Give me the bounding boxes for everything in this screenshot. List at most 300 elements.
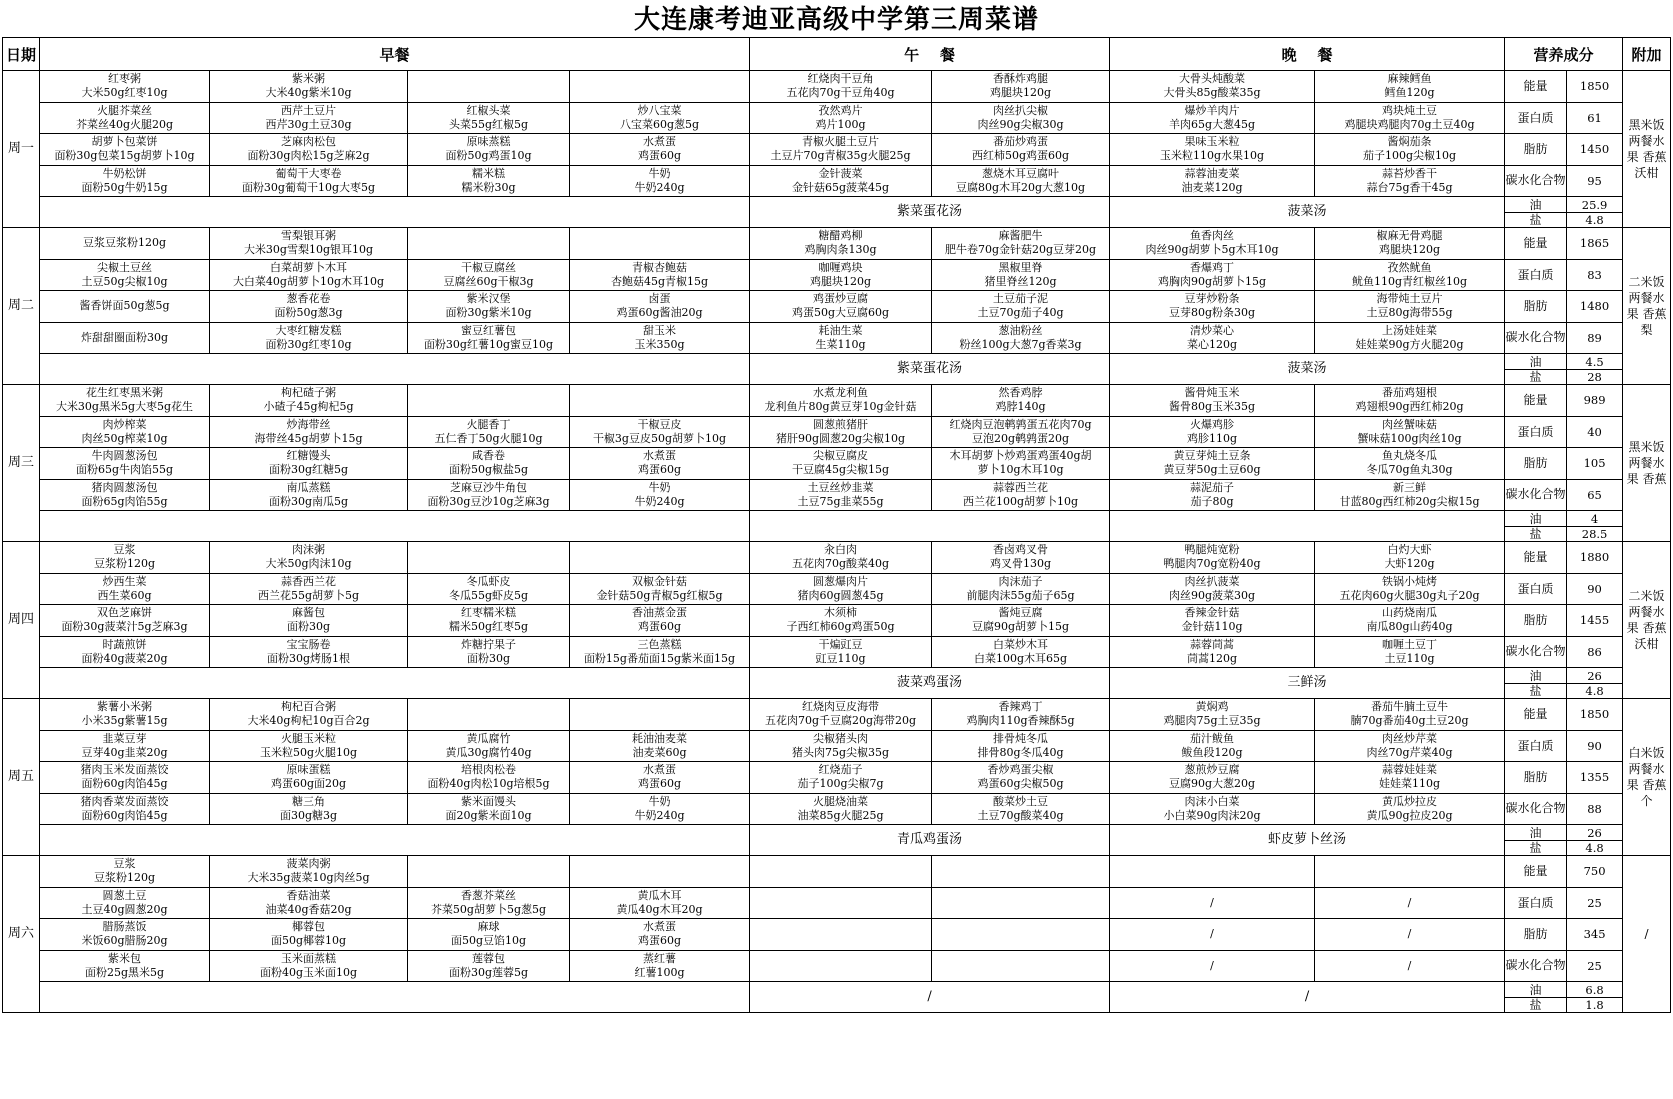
dish-ingredients: 蟹味菇100g肉丝10g [1357,431,1462,445]
dish-ingredients: 面粉40g玉米面10g [259,965,358,979]
dish-ingredients: 牛奶240g [634,808,685,822]
dish-cell [570,165,750,197]
dish-cell [932,479,1110,511]
day-label: 周一 [3,71,40,228]
dish-name: 芝麻肉松包 [281,135,336,149]
dish-cell [570,887,750,919]
dish-name: 蒜蓉茼蒿 [1190,637,1235,651]
dish-ingredients: 鸡蛋60g [637,934,682,948]
dish-name: 麻球 [477,920,500,934]
dish-ingredients: 面粉30g肉松15g芝麻2g [247,149,370,163]
dish-cell [932,573,1110,605]
menu-row [3,228,1671,260]
dish-name: 肉沫小白菜 [1184,794,1240,808]
nutrition-label: 脂肪 [1505,762,1567,794]
dish-cell [1110,134,1315,166]
dish-name: 原味蛋糕 [286,763,331,777]
dish-name: 韭菜豆芽 [102,731,147,745]
dish-name: 白菜胡萝卜木耳 [270,260,347,274]
dish-cell [210,385,408,417]
dish-ingredients: 海带丝45g胡萝卜15g [254,431,363,445]
menu-row [3,259,1671,291]
soup-row [3,197,1671,213]
dish-cell [210,416,408,448]
extra-cell: 白米饭 两餐水果 香蕉 个 [1623,699,1671,856]
nutrition-label: 碳水化合物 [1505,950,1567,982]
dish-ingredients: 面粉40g菠菜20g [81,651,168,665]
dish-name: 孜然鸡片 [818,103,863,117]
dish-ingredients: 黄瓜90g拉皮20g [1366,808,1453,822]
dish-name: / [1407,927,1412,941]
nutrition-value: 750 [1567,856,1623,888]
dish-cell [570,71,750,103]
dish-ingredients: 面粉30g [466,651,511,665]
dish-name: 糖醋鸡柳 [818,229,863,243]
dish-cell [1110,71,1315,103]
dish-cell [40,448,210,480]
dish-name: 黄瓜腐竹 [466,731,511,745]
dish-cell [750,322,932,354]
dish-ingredients: 鱿鱼110g青红椒丝10g [1352,274,1468,288]
dish-ingredients: 豇豆110g [815,651,866,665]
oil-value: 26 [1567,825,1623,841]
dish-cell [570,448,750,480]
dish-name: 葱香花卷 [286,292,331,306]
dish-cell [210,636,408,668]
dish-cell [932,950,1110,982]
header-row [3,38,1671,71]
dish-name: 黄豆芽炖土豆条 [1173,449,1251,463]
dish-name: 耗油油麦菜 [632,731,687,745]
extra-cell: 黑米饭 两餐水果 香蕉 [1623,385,1671,542]
dish-ingredients: 猪里脊丝120g [984,274,1057,288]
dish-cell [1110,605,1315,637]
dish-cell [570,919,750,951]
menu-row [3,165,1671,197]
dish-name: 肉丝炒芹菜 [1382,731,1438,745]
dish-name: 水煮蛋 [643,449,676,463]
nutrition-value: 1850 [1567,71,1623,103]
dish-name: 双椒金针菇 [632,574,687,588]
dish-cell [1315,636,1505,668]
dish-cell [1315,887,1505,919]
dish-name: 肉炒榨菜 [102,417,147,431]
dish-cell [932,605,1110,637]
menu-row [3,385,1671,417]
dish-name: 麻辣鳕鱼 [1387,72,1432,86]
nutrition-label: 能量 [1505,385,1567,417]
dish-name: 椰蓉包 [292,920,325,934]
dish-cell [408,793,570,825]
dish-cell [40,919,210,951]
dish-ingredients: 鲅鱼段120g [1181,745,1243,759]
dish-name: 汆白肉 [824,543,858,557]
dish-ingredients: 油菜40g香菇20g [265,902,352,916]
dish-ingredients: 鸡蛋50g大豆腐60g [791,306,890,320]
dish-ingredients: 豆腐80g木耳20g大葱10g [955,180,1086,194]
dish-name: 红枣粥 [108,72,141,86]
dish-ingredients: 面50g椰蓉10g [270,934,347,948]
dish-ingredients: 猪头肉75g尖椒35g [791,745,890,759]
dish-name: 豆芽炒粉条 [1184,292,1240,306]
dish-cell [40,605,210,637]
dish-name: 孜然鱿鱼 [1387,260,1432,274]
dish-cell [570,856,750,888]
nutrition-label: 碳水化合物 [1505,322,1567,354]
dish-ingredients: 面50g豆馅10g [450,934,527,948]
lunch-soup: / [750,982,1110,1013]
dish-ingredients: 面粉50g牛奶15g [81,180,168,194]
dish-cell [1315,919,1505,951]
dish-ingredients: 茄子100g尖椒10g [1363,149,1457,163]
dish-name: 甜玉米 [643,323,676,337]
dish-ingredients: 土豆75g韭菜55g [797,494,884,508]
dish-ingredients: 猪肝90g圆葱20g尖椒10g [775,431,906,445]
dish-ingredients: 米饭60g腊肠20g [81,934,168,948]
dish-cell [932,887,1110,919]
dish-name: 香菇油菜 [286,888,331,902]
dish-ingredients: 冬瓜55g虾皮5g [448,588,529,602]
nutrition-value: 83 [1567,259,1623,291]
dish-name: 牛奶 [648,166,671,180]
dish-ingredients: 鸡蛋60g面20g [270,777,347,791]
lunch-soup: 紫菜蛋花汤 [750,354,1110,385]
dish-ingredients: 鸡蛋60g [637,463,682,477]
dish-cell [932,259,1110,291]
extra-header: 附加 [1623,38,1671,71]
dish-cell [932,762,1110,794]
dish-cell [40,762,210,794]
dish-cell [570,228,750,260]
dish-cell [210,919,408,951]
dish-cell [1110,699,1315,731]
dish-ingredients: 五花肉60g火腿30g丸子20g [1339,588,1480,602]
dish-name: / [1210,927,1214,941]
dish-cell [1315,165,1505,197]
dish-cell [40,887,210,919]
dish-cell [210,448,408,480]
dish-cell [210,228,408,260]
dish-name: 蜜豆红薯包 [461,323,516,337]
breakfast-blank [40,668,750,699]
nutrition-value: 95 [1567,165,1623,197]
dish-cell [932,134,1110,166]
dish-ingredients: 黄瓜40g木耳20g [616,902,703,916]
nutrition-value: 90 [1567,730,1623,762]
dish-ingredients: 豆腐90g大葱20g [1168,777,1256,791]
dish-ingredients: 冬瓜70g鱼丸30g [1366,463,1453,477]
soup-row [3,354,1671,370]
dish-ingredients: 红薯100g [634,965,685,979]
dish-name: 蒜蓉娃娃菜 [1382,763,1438,777]
dish-ingredients: 豆浆粉120g [93,871,156,885]
dish-ingredients: 土豆50g尖椒10g [81,274,168,288]
dish-ingredients: 面20g紫米面10g [445,808,532,822]
dish-name: 金针菠菜 [818,166,863,180]
dish-name: 炒海带丝 [286,417,331,431]
dish-name: 葡萄干大枣卷 [275,166,342,180]
dish-ingredients: 豆腐丝60g干椒3g [443,274,534,288]
nutrition-label: 脂肪 [1505,134,1567,166]
dish-ingredients: 鸡蛋60g [637,620,682,634]
menu-row [3,699,1671,731]
dish-name: 香酥炸鸡腿 [993,72,1049,86]
dish-ingredients: 玉米粒110g水果10g [1159,149,1265,163]
dish-ingredients: 小碴子45g枸杞5g [263,400,354,414]
dish-cell [932,919,1110,951]
dish-name: 青椒杏鲍菇 [632,260,687,274]
menu-row [3,479,1671,511]
dish-name: 黄瓜木耳 [637,888,682,902]
dish-name: 火腿芥菜丝 [97,103,152,117]
dish-name: 番茄牛腩土豆牛 [1371,700,1449,714]
nutrition-value: 105 [1567,448,1623,480]
dish-ingredients: 鸡蛋60g尖椒50g [977,777,1064,791]
dish-name: 火爆鸡胗 [1190,417,1235,431]
dish-cell [1110,887,1315,919]
soup-row [3,982,1671,998]
dish-name: 紫米面馒头 [461,794,516,808]
dish-name: 紫米包 [108,951,141,965]
dish-cell [1110,165,1315,197]
dish-name: 清炒菜心 [1190,323,1235,337]
dish-cell [40,291,210,323]
dish-name: 尖椒豆腐皮 [813,449,869,463]
nutrition-value: 61 [1567,102,1623,134]
dish-ingredients: 茼蒿120g [1187,651,1238,665]
dish-cell [210,793,408,825]
dish-cell [408,322,570,354]
dish-cell [750,730,932,762]
dish-name: 莲蓉包 [472,951,505,965]
dish-ingredients: 萝卜10g木耳10g [977,463,1064,477]
dish-name: 炒西生菜 [102,574,147,588]
dish-cell [1315,448,1505,480]
dish-ingredients: 肉丝70g芹菜40g [1366,745,1453,759]
dish-ingredients: 鸡腿块鸡腿肉70g土豆40g [1344,117,1475,131]
dish-cell [1315,479,1505,511]
extra-cell: 二米饭 两餐水果 香蕉 沃柑 [1623,542,1671,699]
dish-name: 香爆鸡丁 [1190,260,1235,274]
dish-cell [1315,730,1505,762]
dish-name: 白灼大虾 [1387,543,1432,557]
dish-cell [750,448,932,480]
dish-cell [932,228,1110,260]
dish-ingredients: 玉米粒50g火腿10g [259,745,358,759]
dish-ingredients: 娃娃菜90g方火腿20g [1355,337,1464,351]
dish-name: 黄焖鸡 [1195,700,1229,714]
dish-name: 糯米糕 [472,166,505,180]
dish-ingredients: 面粉60g肉馅45g [81,808,168,822]
dish-ingredients: 肥牛卷70g金针菇20g豆芽20g [944,243,1097,257]
dish-cell [750,856,932,888]
dish-name: 炒八宝菜 [637,103,682,117]
dish-ingredients: 金针菇65g菠菜45g [791,180,890,194]
dish-ingredients: 大米50g红枣10g [81,86,168,100]
dish-ingredients: 甘蓝80g西红柿20g尖椒15g [1339,494,1480,508]
dish-cell [1110,291,1315,323]
dish-cell [750,479,932,511]
menu-table [2,37,1671,1013]
dish-ingredients: 土豆片70g青椒35g火腿25g [770,149,911,163]
day-label: 周六 [3,856,40,1013]
dish-cell [40,322,210,354]
dinner-soup: 菠菜汤 [1110,354,1505,385]
dish-cell [210,950,408,982]
dish-cell [40,793,210,825]
dish-cell [570,134,750,166]
dish-name: 肉丝扒尖椒 [993,103,1049,117]
dish-name: 水煮蛋 [643,135,676,149]
dish-name: / [1210,895,1214,909]
dish-ingredients: 豆泡20g鹌鹑蛋20g [971,431,1070,445]
soup-row [3,511,1671,527]
dish-cell [1315,573,1505,605]
dish-ingredients: 菜心120g [1187,337,1238,351]
menu-row [3,950,1671,982]
dish-cell [408,416,570,448]
dish-ingredients: 前腿肉沫55g茄子65g [966,588,1075,602]
dish-cell [932,416,1110,448]
dish-cell [1315,71,1505,103]
dish-cell [40,699,210,731]
dish-ingredients: 面粉60g肉馅45g [81,777,168,791]
dish-ingredients: 芥菜丝40g火腿20g [75,117,174,131]
dish-name: 番茄鸡翅根 [1382,386,1438,400]
dish-name: 果味玉米粒 [1184,135,1240,149]
dish-cell [932,699,1110,731]
dish-cell [1110,542,1315,574]
dish-cell [1315,856,1505,888]
nutrition-label: 碳水化合物 [1505,793,1567,825]
dish-cell [210,887,408,919]
dish-ingredients: 鸡腿肉75g土豆35g [1163,714,1261,728]
dish-ingredients: 面粉30g南瓜5g [268,494,349,508]
dish-cell [408,291,570,323]
day-label: 周四 [3,542,40,699]
day-label: 周五 [3,699,40,856]
dish-ingredients: 豆腐90g胡萝卜15g [971,620,1070,634]
dish-name: 麻酱包 [292,606,325,620]
menu-row [3,291,1671,323]
lunch-soup [750,511,1110,542]
dish-ingredients: 肉丝90g尖椒30g [977,117,1064,131]
dish-cell [932,291,1110,323]
dish-cell [1110,416,1315,448]
breakfast-blank [40,982,750,1013]
dish-ingredients: 糯米50g红枣5g [448,620,529,634]
dish-name: 白菜炒木耳 [993,637,1049,651]
dish-cell [1315,950,1505,982]
dish-name: 红烧肉干豆角 [807,72,874,86]
dish-cell [1315,291,1505,323]
menu-row [3,573,1671,605]
dish-name: 豆浆豆浆粉120g [82,236,167,250]
dish-cell [1315,102,1505,134]
dinner-soup: 三鲜汤 [1110,668,1505,699]
dish-cell [408,385,570,417]
dish-cell [40,102,210,134]
dish-name: 上汤娃娃菜 [1382,323,1438,337]
dish-name: 木耳胡萝卜炒鸡蛋鸡蛋40g胡 [949,449,1092,463]
dish-cell [750,134,932,166]
dish-name: / [1407,958,1412,972]
dish-name: 肉沫粥 [292,543,325,557]
dish-cell [1110,102,1315,134]
nutrition-value: 1865 [1567,228,1623,260]
dish-cell [40,385,210,417]
dish-ingredients: 面粉30g包菜15g胡萝卜10g [54,149,195,163]
dish-name: 茄汁鲅鱼 [1190,731,1235,745]
dish-ingredients: 五花肉70g酸菜40g [791,557,890,571]
dish-ingredients: 娃娃菜110g [1379,777,1441,791]
dish-ingredients: 小米35g紫薯15g [81,714,168,728]
dish-cell [932,71,1110,103]
dish-name: 时蔬煎饼 [102,637,147,651]
dish-cell [408,856,570,888]
nutrition-label: 蛋白质 [1505,573,1567,605]
dish-cell [408,573,570,605]
dish-cell [210,291,408,323]
dish-name: 咖喱鸡块 [818,260,863,274]
oil-label: 油 [1505,668,1567,684]
dish-name: 肉沫茄子 [998,574,1043,588]
dish-ingredients: 五花肉70g千豆腐20g海带20g [764,714,917,728]
dish-ingredients: 面粉40g肉松10g培根5g [427,777,550,791]
dish-ingredients: 土豆70g酸菜40g [977,808,1064,822]
dish-ingredients: 头菜55g红椒5g [448,117,529,131]
dish-ingredients: 鸡片100g [815,117,866,131]
nutrition-value: 40 [1567,416,1623,448]
dish-ingredients: 鳕鱼120g [1384,86,1435,100]
dish-cell [1315,259,1505,291]
dinner-soup [1110,511,1505,542]
salt-value: 1.8 [1567,998,1623,1013]
dish-cell [408,919,570,951]
dish-name: 蒜香西兰花 [281,574,336,588]
dish-name: 新三鲜 [1393,480,1427,494]
dish-cell [40,636,210,668]
dish-ingredients: 鸡胗110g [1187,431,1238,445]
dish-name: 冬瓜虾皮 [466,574,511,588]
dish-cell [408,165,570,197]
dish-ingredients: 南瓜80g山药40g [1366,620,1453,634]
dish-ingredients: 鸡腿块120g [1379,243,1441,257]
dish-cell [1110,228,1315,260]
dish-ingredients: 豆芽80g粉条30g [1168,306,1256,320]
dish-ingredients: 糯米粉30g [461,180,516,194]
dish-cell [408,259,570,291]
dish-name: 酱炖豆腐 [998,606,1043,620]
nutrition-label: 蛋白质 [1505,416,1567,448]
dish-ingredients: 金针菇50g青椒5g红椒5g [596,588,723,602]
dish-name: 圆葱煎猪肝 [813,417,869,431]
dish-cell [570,479,750,511]
dish-name: 葱煎炒豆腐 [1184,763,1240,777]
nutrition-label: 脂肪 [1505,605,1567,637]
dish-cell [750,385,932,417]
dish-ingredients: 大虾120g [1384,557,1435,571]
dish-cell [1110,448,1315,480]
dish-ingredients: 五仁香丁50g火腿10g [434,431,543,445]
dish-name: 爆炒羊肉片 [1184,103,1240,117]
oil-label: 油 [1505,825,1567,841]
dish-name: 牛奶松饼 [102,166,147,180]
dish-name: 豆浆 [113,543,136,557]
dish-ingredients: 大米35g菠菜10g肉丝5g [247,871,370,885]
dish-ingredients: 面粉30g莲蓉5g [448,965,529,979]
oil-label: 油 [1505,982,1567,998]
